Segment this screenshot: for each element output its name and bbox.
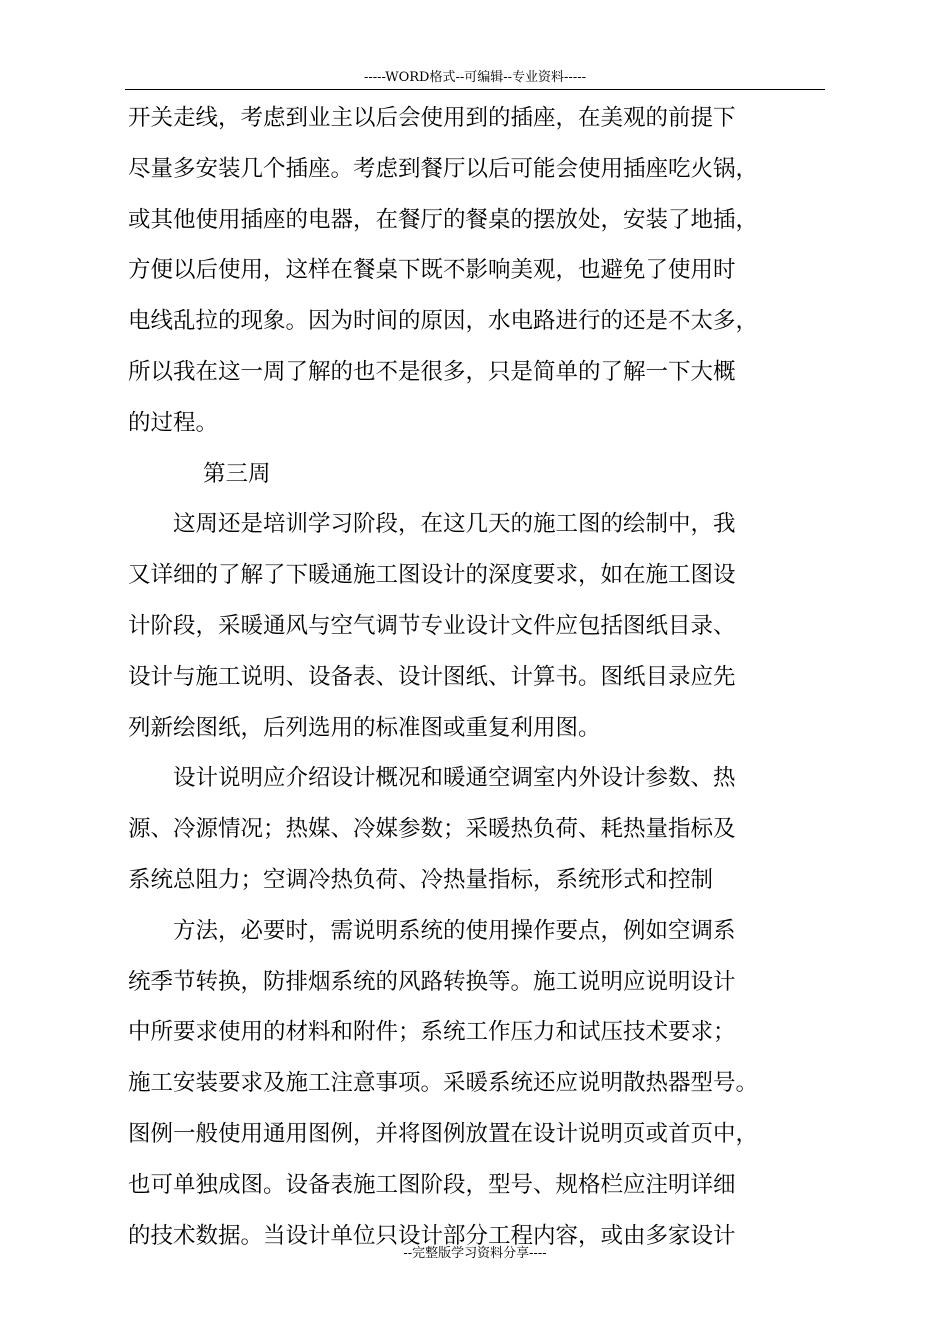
page-header: -----WORD格式--可编辑--专业资料-----	[363, 70, 587, 85]
body-line: 又详细的了解了下暖通施工图设计的深度要求，如在施工图设	[128, 562, 736, 589]
body-line: 这周还是培训学习阶段，在这几天的施工图的绘制中，我	[173, 511, 736, 538]
body-line: 统季节转换，防排烟系统的风路转换等。施工说明应说明设计	[128, 968, 736, 995]
body-line: 图例一般使用通用图例，并将图例放置在设计说明页或首页中，	[128, 1120, 759, 1147]
body-line: 所以我在这一周了解的也不是很多，只是简单的了解一下大概	[128, 358, 736, 385]
body-line: 方法，必要时，需说明系统的使用操作要点，例如空调系	[173, 917, 736, 944]
body-line: 或其他使用插座的电器，在餐厅的餐桌的摆放处，安装了地插，	[128, 206, 759, 233]
body-line: 的过程。	[128, 409, 219, 436]
body-line: 尽量多安装几个插座。考虑到餐厅以后可能会使用插座吃火锅，	[128, 155, 759, 182]
header-divider	[125, 89, 825, 90]
page-footer: --完整版学习资料分享----	[403, 1246, 547, 1261]
body-line: 系统总阻力；空调冷热负荷、冷热量指标，系统形式和控制	[128, 866, 714, 893]
body-line: 设计说明应介绍设计概况和暖通空调室内外设计参数、热	[173, 765, 736, 792]
body-line: 电线乱拉的现象。因为时间的原因，水电路进行的还是不太多，	[128, 308, 759, 335]
body-line: 中所要求使用的材料和附件；系统工作压力和试压技术要求；	[128, 1019, 736, 1046]
body-line: 列新绘图纸，后列选用的标准图或重复利用图。	[128, 714, 601, 741]
body-line: 的技术数据。当设计单位只设计部分工程内容，或由多家设计	[128, 1222, 736, 1249]
body-line: 源、冷源情况；热媒、冷媒参数；采暖热负荷、耗热量指标及	[128, 816, 736, 843]
body-line: 也可单独成图。设备表施工图阶段，型号、规格栏应注明详细	[128, 1171, 736, 1198]
document-body	[128, 93, 828, 1261]
section-heading: 第三周	[203, 460, 271, 487]
body-line: 开关走线，考虑到业主以后会使用到的插座，在美观的前提下	[128, 105, 736, 131]
body-line: 方便以后使用，这样在餐桌下既不影响美观，也避免了使用时	[128, 257, 736, 284]
body-line: 计阶段，采暖通风与空气调节专业设计文件应包括图纸目录、	[128, 612, 736, 639]
body-line: 施工安装要求及施工注意事项。采暖系统还应说明散热器型号。	[128, 1070, 759, 1097]
body-line: 设计与施工说明、设备表、设计图纸、计算书。图纸目录应先	[128, 663, 736, 690]
